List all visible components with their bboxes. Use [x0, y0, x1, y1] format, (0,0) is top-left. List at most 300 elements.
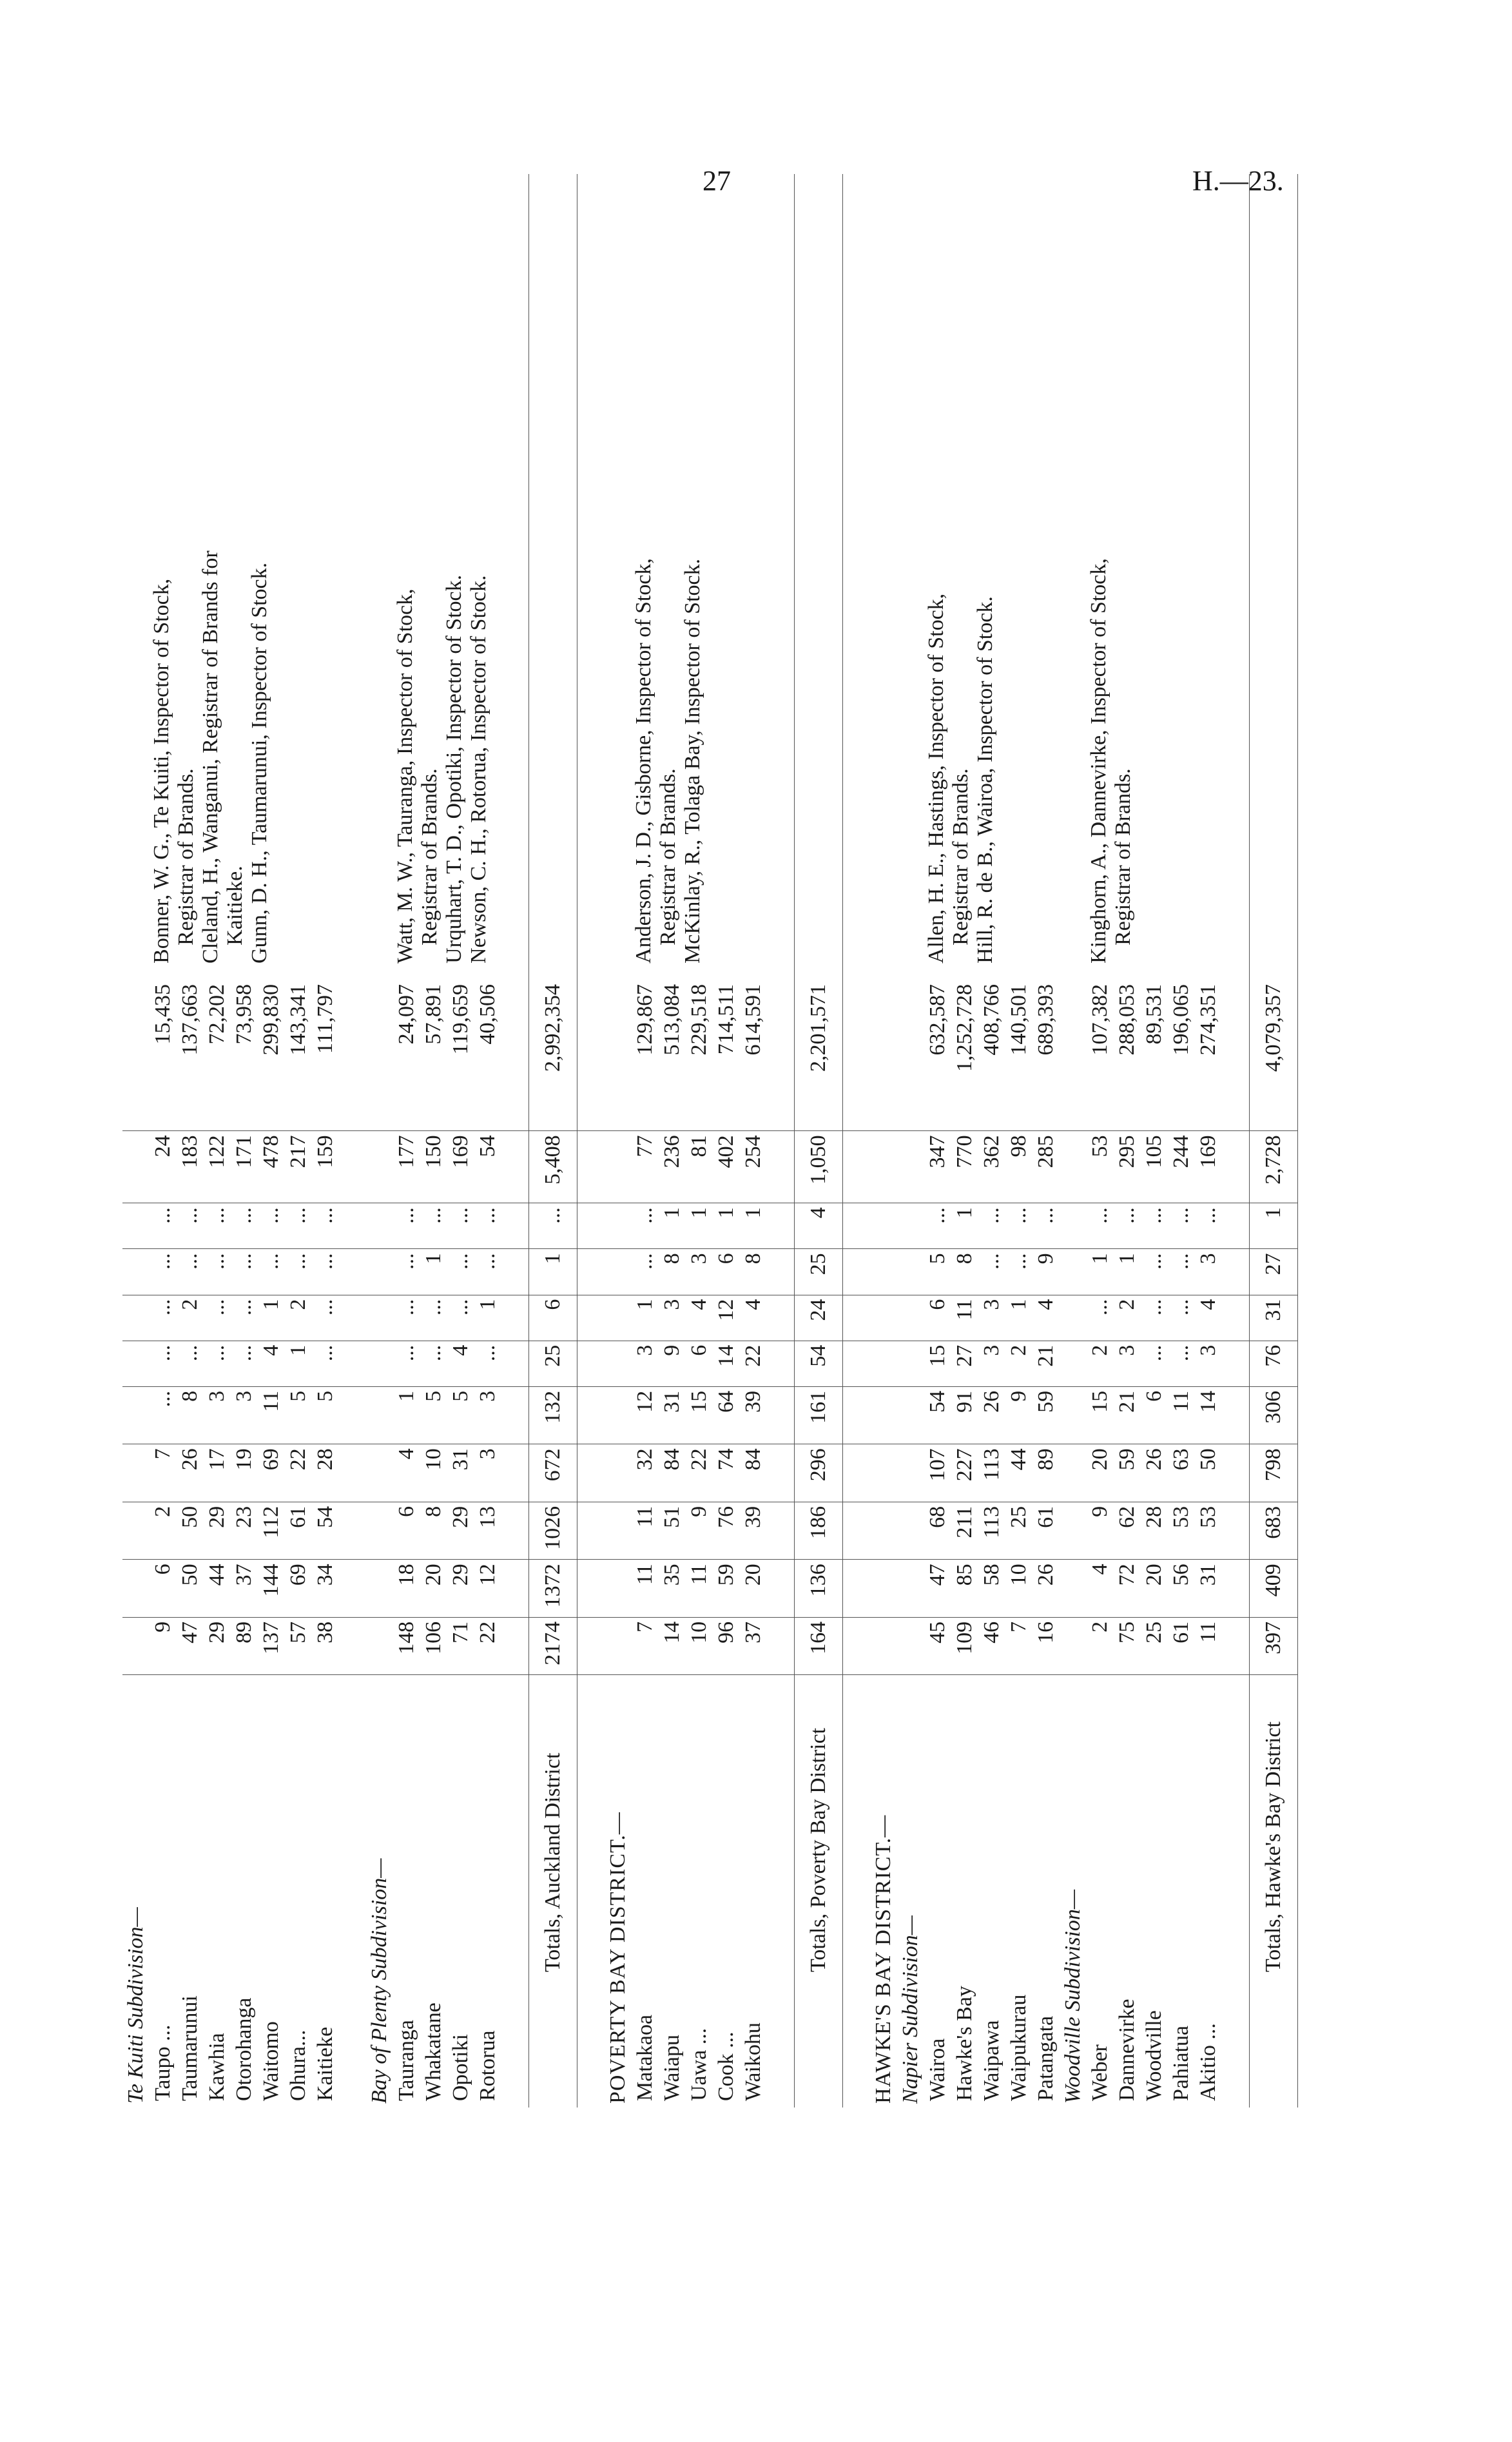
empty-cell — [843, 174, 871, 980]
total-value-cell: 54 — [795, 1341, 843, 1386]
value-cell: 76 — [713, 1502, 740, 1559]
value-cell: 39 — [740, 1386, 767, 1444]
value-cell: 5 — [312, 1386, 339, 1444]
value-cell: ... — [1087, 1203, 1114, 1249]
county-name: Pahiatua — [1169, 2025, 1193, 2101]
county-name: Cook ... — [714, 2031, 738, 2101]
empty-cell — [843, 1560, 871, 1617]
empty-cell — [870, 1341, 897, 1386]
value-cell: 169 — [1195, 1131, 1222, 1203]
inspector-name: Watt, M. W., Tauranga, Inspector of Stock, — [393, 588, 417, 964]
value-cell: 26 — [1141, 1444, 1168, 1502]
value-cell: ... — [1114, 1203, 1141, 1249]
empty-cell — [501, 1295, 529, 1341]
empty-cell — [501, 1249, 529, 1295]
total-value-cell: 6 — [529, 1295, 577, 1341]
value-cell: 37 — [231, 1560, 258, 1617]
value-cell: 288,053 — [1114, 980, 1141, 1131]
value-cell: 10 — [420, 1444, 447, 1502]
value-cell: 61 — [1168, 1617, 1195, 1674]
inspector-role: Registrar of Brands. — [949, 768, 973, 945]
county-name: Taupo ... — [151, 2024, 175, 2101]
empty-cell — [605, 1617, 632, 1674]
value-cell: ... — [420, 1295, 447, 1341]
empty-cell — [605, 1203, 632, 1249]
empty-cell — [366, 1386, 393, 1444]
empty-cell — [339, 1617, 366, 1674]
county-name: Tauranga — [394, 2020, 418, 2101]
total-value-cell: 1 — [1250, 1203, 1298, 1249]
value-cell: 22 — [686, 1444, 713, 1502]
empty-cell — [605, 980, 632, 1131]
empty-cell — [1060, 980, 1087, 1131]
empty-cell — [870, 1560, 897, 1617]
total-value-cell: 409 — [1250, 1560, 1298, 1617]
hawkes-bay-heading: HAWKE'S BAY DISTRICT.— — [871, 1814, 895, 2104]
value-cell: 9 — [1005, 1386, 1032, 1444]
value-cell: ... — [150, 1249, 177, 1295]
value-cell: ... — [177, 1249, 204, 1295]
empty-cell — [605, 1131, 632, 1203]
empty-cell — [577, 1617, 605, 1674]
value-cell: 26 — [177, 1444, 204, 1502]
empty-cell — [870, 1386, 897, 1444]
value-cell: 4 — [447, 1341, 474, 1386]
value-cell: 26 — [1032, 1560, 1060, 1617]
empty-cell — [501, 1502, 529, 1559]
value-cell: 37 — [740, 1617, 767, 1674]
value-cell: ... — [150, 1203, 177, 1249]
value-cell: ... — [285, 1203, 312, 1249]
total-value-cell: 4,079,357 — [1250, 980, 1298, 1131]
value-cell: 137,663 — [177, 980, 204, 1131]
total-value-cell: 4 — [795, 1203, 843, 1249]
value-cell: ... — [1168, 1203, 1195, 1249]
empty-cell — [870, 1131, 897, 1203]
value-cell: 3 — [659, 1295, 686, 1341]
totals-label: Totals, Hawke's Bay District — [1250, 1675, 1298, 2108]
value-cell: 75 — [1114, 1617, 1141, 1674]
value-cell: 19 — [231, 1444, 258, 1502]
value-cell: ... — [447, 1295, 474, 1341]
table-body — [122, 174, 1298, 2108]
value-cell: 8 — [177, 1386, 204, 1444]
county-name: Opotiki — [449, 2034, 472, 2101]
empty-cell — [122, 1341, 150, 1386]
inspector-role: Registrar of Brands. — [1111, 768, 1135, 945]
value-cell: 169 — [447, 1131, 474, 1203]
value-cell: 44 — [1005, 1444, 1032, 1502]
empty-cell — [339, 1502, 366, 1559]
value-cell: 2 — [1087, 1617, 1114, 1674]
value-cell: 29 — [447, 1502, 474, 1559]
total-value-cell: 161 — [795, 1386, 843, 1444]
value-cell: 122 — [204, 1131, 231, 1203]
value-cell: 68 — [924, 1502, 951, 1559]
empty-cell — [1222, 1341, 1250, 1386]
value-cell: 274,351 — [1195, 980, 1222, 1131]
empty-cell — [122, 1295, 150, 1341]
total-value-cell: 31 — [1250, 1295, 1298, 1341]
value-cell: 2 — [1005, 1341, 1032, 1386]
empty-cell — [501, 1131, 529, 1203]
value-cell: 72,202 — [204, 980, 231, 1131]
value-cell: 689,393 — [1032, 980, 1060, 1131]
total-value-cell: ... — [529, 1203, 577, 1249]
value-cell: 11 — [1195, 1617, 1222, 1674]
value-cell: 50 — [177, 1502, 204, 1559]
table-row — [924, 174, 951, 2108]
value-cell: 89 — [1032, 1444, 1060, 1502]
value-cell: ... — [231, 1249, 258, 1295]
inspector-name: Cleland, H., Wanganui, Registrar of Brands for — [199, 550, 222, 964]
value-cell: 8 — [951, 1249, 978, 1295]
value-cell: 56 — [1168, 1560, 1195, 1617]
value-cell: ... — [231, 1295, 258, 1341]
empty-cell — [122, 1203, 150, 1249]
value-cell: 106 — [420, 1617, 447, 1674]
empty-cell — [501, 1560, 529, 1617]
empty-cell — [339, 1295, 366, 1341]
value-cell: 119,659 — [447, 980, 474, 1131]
value-cell: 15 — [924, 1341, 951, 1386]
value-cell: 22 — [740, 1341, 767, 1386]
inspector-name: Anderson, J. D., Gisborne, Inspector of Stock, — [632, 558, 655, 964]
value-cell: 31 — [1195, 1560, 1222, 1617]
value-cell: ... — [150, 1341, 177, 1386]
value-cell: 8 — [740, 1249, 767, 1295]
value-cell: 478 — [258, 1131, 285, 1203]
value-cell: 28 — [1141, 1502, 1168, 1559]
value-cell: 112 — [258, 1502, 285, 1559]
empty-cell — [843, 1386, 871, 1444]
section-heading-row — [122, 174, 150, 2108]
empty-cell — [366, 1560, 393, 1617]
value-cell: 69 — [258, 1444, 285, 1502]
value-cell: 64 — [713, 1386, 740, 1444]
value-cell: 6 — [686, 1341, 713, 1386]
value-cell: 44 — [204, 1560, 231, 1617]
value-cell: ... — [1141, 1203, 1168, 1249]
empty-cell — [897, 1203, 924, 1249]
empty-cell — [897, 1131, 924, 1203]
empty-cell — [122, 1560, 150, 1617]
empty-cell — [897, 174, 924, 980]
value-cell: 236 — [659, 1131, 686, 1203]
empty-cell — [529, 174, 577, 980]
table-row — [150, 174, 177, 2108]
value-cell: 14 — [713, 1341, 740, 1386]
county-name: Kaitieke — [313, 2026, 337, 2101]
value-cell: ... — [312, 1249, 339, 1295]
empty-cell — [897, 1249, 924, 1295]
empty-cell — [795, 174, 843, 980]
value-cell: 11 — [632, 1502, 659, 1559]
empty-cell — [577, 980, 605, 1131]
value-cell: 20 — [420, 1560, 447, 1617]
value-cell: ... — [1168, 1249, 1195, 1295]
section-heading-row — [605, 174, 632, 2108]
empty-cell — [767, 1617, 795, 1674]
value-cell: 1 — [285, 1341, 312, 1386]
county-name: Wairoa — [926, 2038, 949, 2101]
value-cell: ... — [177, 1203, 204, 1249]
value-cell: 408,766 — [978, 980, 1005, 1131]
section-heading-row — [1060, 174, 1087, 2108]
total-value-cell: 25 — [795, 1249, 843, 1295]
rotated-table-container — [122, 174, 1302, 2108]
value-cell: 9 — [150, 1617, 177, 1674]
value-cell: 11 — [686, 1560, 713, 1617]
empty-cell — [767, 174, 795, 980]
value-cell: 10 — [686, 1617, 713, 1674]
value-cell: 7 — [1005, 1617, 1032, 1674]
value-cell: 9 — [659, 1341, 686, 1386]
value-cell: 11 — [632, 1560, 659, 1617]
total-value-cell: 76 — [1250, 1341, 1298, 1386]
value-cell: 6 — [713, 1249, 740, 1295]
value-cell: 84 — [740, 1444, 767, 1502]
value-cell: 3 — [231, 1386, 258, 1444]
empty-cell — [1222, 174, 1250, 980]
empty-cell — [897, 980, 924, 1131]
value-cell: 614,591 — [740, 980, 767, 1131]
value-cell: ... — [1087, 1295, 1114, 1341]
county-name: Taumarunui — [178, 1995, 202, 2101]
empty-cell — [366, 1444, 393, 1502]
empty-cell — [577, 1295, 605, 1341]
empty-cell — [605, 1560, 632, 1617]
value-cell: 3 — [978, 1295, 1005, 1341]
value-cell: 96 — [713, 1617, 740, 1674]
empty-cell — [897, 1295, 924, 1341]
total-value-cell: 306 — [1250, 1386, 1298, 1444]
county-name: Uawa ... — [687, 2028, 711, 2101]
empty-cell — [577, 1386, 605, 1444]
value-cell: 6 — [393, 1502, 420, 1559]
value-cell: 3 — [978, 1341, 1005, 1386]
empty-cell — [870, 1295, 897, 1341]
value-cell: 24,097 — [393, 980, 420, 1131]
value-cell: 3 — [474, 1386, 501, 1444]
value-cell: 3 — [1195, 1341, 1222, 1386]
table-row — [1087, 174, 1114, 2108]
value-cell: 107 — [924, 1444, 951, 1502]
value-cell: 402 — [713, 1131, 740, 1203]
value-cell: 63 — [1168, 1444, 1195, 1502]
spacer-row — [767, 174, 795, 2108]
inspector-list — [924, 174, 1060, 980]
value-cell: 1 — [1114, 1249, 1141, 1295]
empty-cell — [577, 1203, 605, 1249]
value-cell: 9 — [686, 1502, 713, 1559]
value-cell: 20 — [1141, 1560, 1168, 1617]
empty-cell — [1222, 1502, 1250, 1559]
empty-cell — [767, 1444, 795, 1502]
total-value-cell: 25 — [529, 1341, 577, 1386]
value-cell: 3 — [1114, 1341, 1141, 1386]
total-value-cell: 683 — [1250, 1502, 1298, 1559]
value-cell: 1 — [258, 1295, 285, 1341]
county-name: Weber — [1088, 2044, 1112, 2101]
value-cell: ... — [393, 1341, 420, 1386]
value-cell: 299,830 — [258, 980, 285, 1131]
value-cell: 2 — [1087, 1341, 1114, 1386]
empty-cell — [577, 174, 605, 980]
value-cell: 244 — [1168, 1131, 1195, 1203]
value-cell: 159 — [312, 1131, 339, 1203]
value-cell: 1 — [713, 1203, 740, 1249]
value-cell: 23 — [231, 1502, 258, 1559]
value-cell: 140,501 — [1005, 980, 1032, 1131]
woodville-subdivision-heading: Woodville Subdivision— — [1061, 1889, 1085, 2104]
value-cell: 143,341 — [285, 980, 312, 1131]
empty-cell — [122, 174, 150, 980]
empty-cell — [605, 1502, 632, 1559]
spacer-row — [843, 174, 871, 2108]
empty-cell — [122, 1617, 150, 1674]
totals-label: Totals, Auckland District — [529, 1675, 577, 2108]
county-name: Akitio ... — [1196, 2023, 1220, 2101]
value-cell: ... — [447, 1203, 474, 1249]
totals-row — [795, 174, 843, 2108]
empty-cell — [1222, 1444, 1250, 1502]
total-value-cell: 1026 — [529, 1502, 577, 1559]
value-cell: ... — [393, 1249, 420, 1295]
county-name: Ohura... — [286, 2030, 310, 2101]
empty-cell — [1222, 1386, 1250, 1444]
value-cell: 347 — [924, 1131, 951, 1203]
county-name: Kawhia — [205, 2033, 229, 2101]
value-cell: 51 — [659, 1502, 686, 1559]
empty-cell — [366, 174, 393, 980]
empty-cell — [843, 1502, 871, 1559]
empty-cell — [501, 1341, 529, 1386]
empty-cell — [577, 1249, 605, 1295]
empty-cell — [122, 1131, 150, 1203]
value-cell: ... — [474, 1203, 501, 1249]
empty-cell — [339, 1444, 366, 1502]
total-value-cell: 1 — [529, 1249, 577, 1295]
value-cell: 632,587 — [924, 980, 951, 1131]
empty-cell — [767, 1502, 795, 1559]
value-cell: 714,511 — [713, 980, 740, 1131]
spacer-row — [339, 174, 366, 2108]
empty-cell — [1222, 1295, 1250, 1341]
value-cell: 12 — [713, 1295, 740, 1341]
value-cell: ... — [1141, 1341, 1168, 1386]
section-heading-row — [870, 174, 897, 2108]
value-cell: 35 — [659, 1560, 686, 1617]
value-cell: 4 — [1032, 1295, 1060, 1341]
value-cell: ... — [1005, 1203, 1032, 1249]
value-cell: ... — [393, 1203, 420, 1249]
value-cell: 285 — [1032, 1131, 1060, 1203]
value-cell: 69 — [285, 1560, 312, 1617]
empty-cell — [767, 1560, 795, 1617]
value-cell: ... — [632, 1203, 659, 1249]
inspector-name: Bonner, W. G., Te Kuiti, Inspector of Stock, — [150, 578, 173, 964]
value-cell: 58 — [978, 1560, 1005, 1617]
value-cell: 770 — [951, 1131, 978, 1203]
county-name: Hawke's Bay — [953, 1986, 976, 2101]
inspector-role: Kaitieke. — [223, 866, 247, 945]
value-cell: 1 — [420, 1249, 447, 1295]
value-cell: 1 — [632, 1295, 659, 1341]
empty-cell — [501, 1617, 529, 1674]
page-number: 27 — [703, 165, 731, 197]
value-cell: 71 — [447, 1617, 474, 1674]
value-cell: 84 — [659, 1444, 686, 1502]
empty-cell — [366, 1341, 393, 1386]
value-cell: 7 — [150, 1444, 177, 1502]
value-cell: ... — [393, 1295, 420, 1341]
value-cell: 32 — [632, 1444, 659, 1502]
empty-cell — [366, 1249, 393, 1295]
inspector-name: Kinghorn, A., Dannevirke, Inspector of Stock, — [1087, 558, 1110, 964]
value-cell: 15 — [1087, 1386, 1114, 1444]
empty-cell — [501, 174, 529, 980]
total-value-cell: 2,201,571 — [795, 980, 843, 1131]
value-cell: 4 — [393, 1444, 420, 1502]
empty-cell — [577, 1131, 605, 1203]
value-cell: 8 — [420, 1502, 447, 1559]
empty-cell — [767, 1386, 795, 1444]
value-cell: 77 — [632, 1131, 659, 1203]
empty-cell — [767, 1249, 795, 1295]
empty-cell — [843, 1131, 871, 1203]
value-cell: ... — [204, 1249, 231, 1295]
county-name: Otorohanga — [232, 1997, 256, 2101]
empty-cell — [870, 1617, 897, 1674]
value-cell: 2 — [1114, 1295, 1141, 1341]
value-cell: 20 — [740, 1560, 767, 1617]
empty-cell — [1060, 1131, 1087, 1203]
totals-row — [1250, 174, 1298, 2108]
empty-cell — [605, 1444, 632, 1502]
county-name: Whakatane — [422, 2002, 445, 2101]
spacer-row — [1222, 174, 1250, 2108]
value-cell: 1 — [474, 1295, 501, 1341]
empty-cell — [339, 1386, 366, 1444]
empty-cell — [339, 1131, 366, 1203]
section-heading-row — [897, 174, 924, 2108]
total-value-cell: 672 — [529, 1444, 577, 1502]
empty-cell — [1060, 1560, 1087, 1617]
value-cell: 89,531 — [1141, 980, 1168, 1131]
empty-cell — [843, 1341, 871, 1386]
value-cell: 59 — [713, 1560, 740, 1617]
empty-cell — [1222, 1131, 1250, 1203]
empty-cell — [339, 1203, 366, 1249]
value-cell: ... — [420, 1203, 447, 1249]
county-name: Patangata — [1034, 2015, 1058, 2101]
total-value-cell: 798 — [1250, 1444, 1298, 1502]
value-cell: 6 — [150, 1560, 177, 1617]
value-cell: ... — [150, 1386, 177, 1444]
value-cell: ... — [420, 1341, 447, 1386]
inspector-name: Allen, H. E., Hastings, Inspector of Stock, — [924, 593, 948, 964]
value-cell: 47 — [924, 1560, 951, 1617]
value-cell: 54 — [924, 1386, 951, 1444]
empty-cell — [1060, 174, 1087, 980]
value-cell: 2 — [177, 1295, 204, 1341]
value-cell: ... — [1195, 1203, 1222, 1249]
empty-cell — [870, 1502, 897, 1559]
empty-cell — [501, 1203, 529, 1249]
empty-cell — [1222, 1617, 1250, 1674]
value-cell: 46 — [978, 1617, 1005, 1674]
